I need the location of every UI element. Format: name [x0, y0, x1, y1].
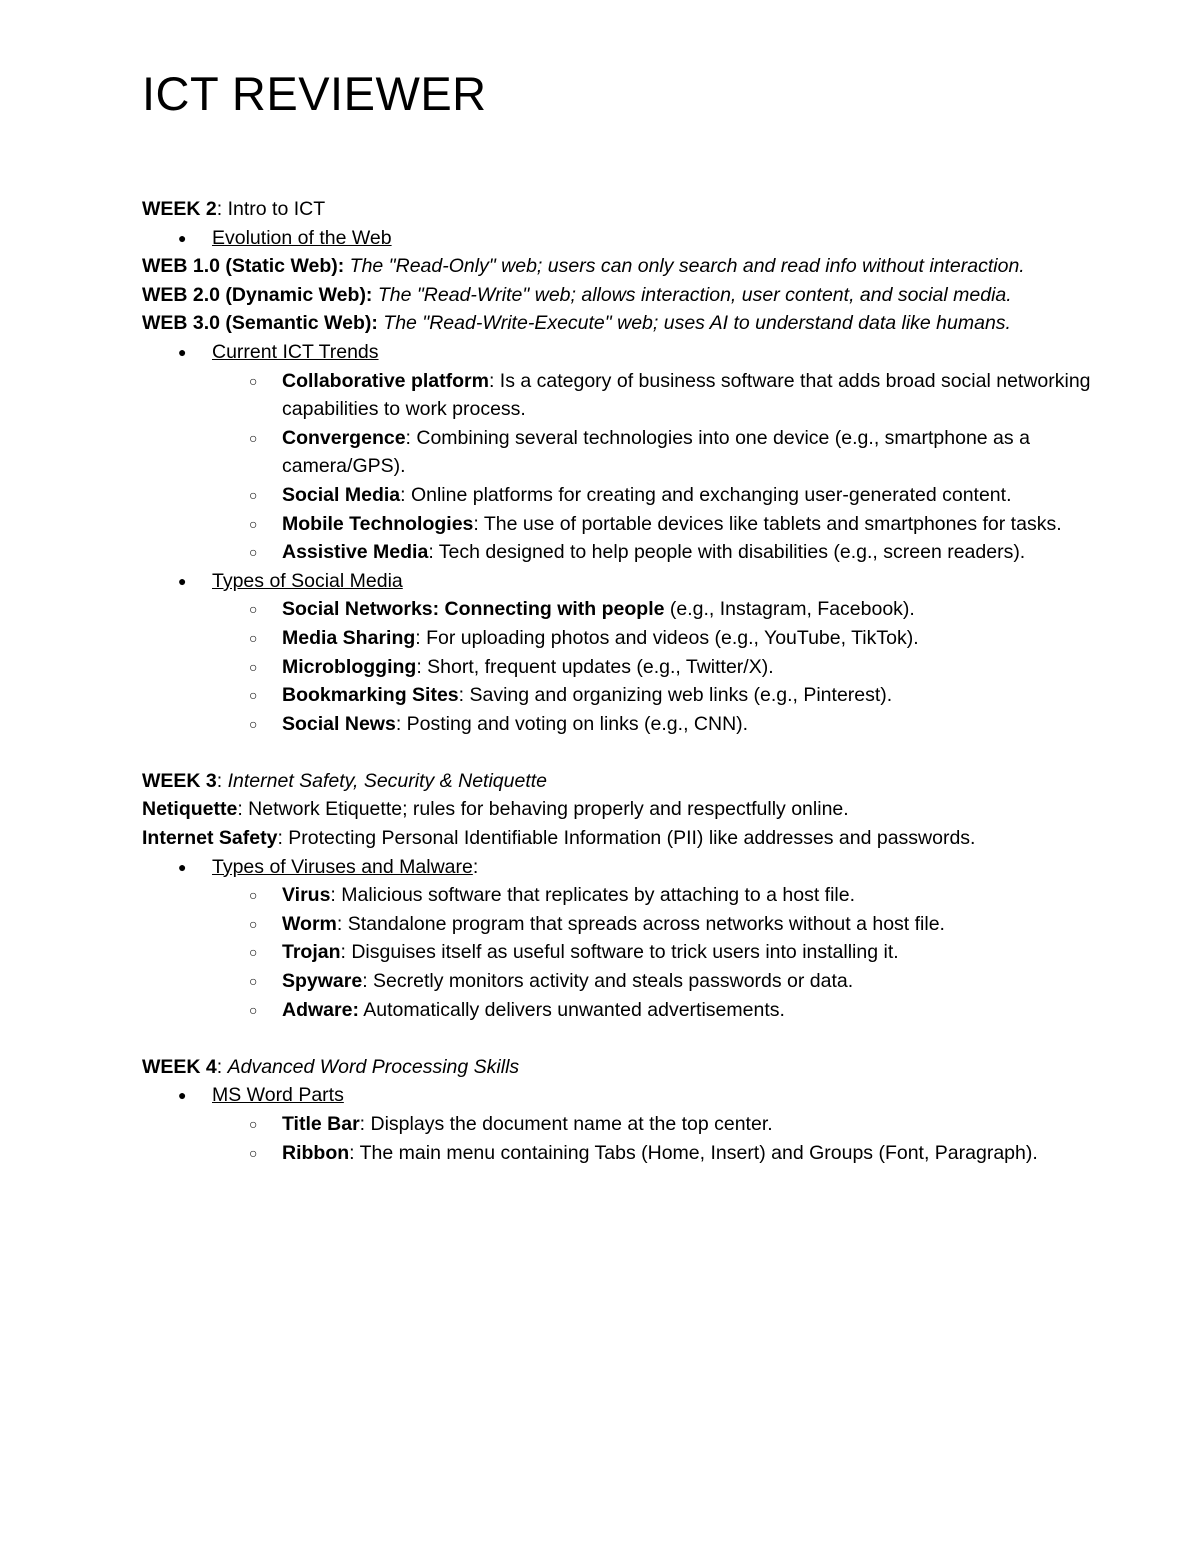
- web3-term: WEB 3.0 (Semantic Web):: [142, 312, 378, 335]
- web1-term: WEB 1.0 (Static Web):: [142, 255, 345, 278]
- week3-viruses-list: [142, 853, 1102, 882]
- circle-bullet-icon: ○: [249, 486, 258, 503]
- week2-label: WEEK 2: [142, 198, 217, 220]
- list-item: [142, 996, 1102, 1025]
- list-item: [142, 424, 1102, 481]
- bullet-icon: ●: [178, 858, 187, 875]
- web3-definition: [142, 309, 1102, 338]
- item-desc: Automatically delivers unwanted advertisements.: [358, 998, 785, 1021]
- circle-bullet-icon: ○: [249, 1144, 258, 1161]
- circle-bullet-icon: ○: [249, 887, 258, 904]
- circle-bullet-icon: ○: [249, 601, 258, 618]
- bullet-icon: ●: [178, 1087, 187, 1104]
- item-term: Adware:: [282, 998, 359, 1021]
- bullet-icon: ●: [178, 572, 187, 589]
- item-term: Bookmarking Sites: [282, 684, 459, 707]
- item-desc: : The main menu containing Tabs (Home, Insert) and Groups (Font, Paragraph).: [349, 1141, 1038, 1164]
- circle-bullet-icon: ○: [249, 973, 258, 990]
- circle-bullet-icon: ○: [249, 1116, 258, 1132]
- week4-colon: :: [216, 1055, 228, 1078]
- list-item: [142, 224, 1102, 253]
- item-term: Microblogging: [282, 655, 417, 678]
- internet-safety-term: Internet Safety: [142, 827, 278, 850]
- item-desc: : The use of portable devices like tablets and smartphones for tasks.: [473, 512, 1062, 535]
- list-item: [142, 910, 1102, 939]
- title-spacer: [142, 117, 1102, 195]
- list-item: [142, 681, 1102, 710]
- document-page: [142, 67, 1102, 1167]
- list-item: [142, 881, 1102, 910]
- circle-bullet-icon: ○: [249, 544, 258, 561]
- list-item: [142, 1110, 1102, 1139]
- circle-bullet-icon: ○: [249, 372, 258, 389]
- document-title: ICT REVIEWER: [142, 67, 487, 120]
- current-ict-trends-label: Current ICT Trends: [212, 340, 379, 363]
- circle-bullet-icon: ○: [249, 915, 258, 932]
- internet-safety-definition: [142, 824, 1102, 853]
- social-sublist: [142, 595, 1102, 738]
- week2-social-list: [142, 567, 1102, 596]
- item-term: Spyware: [282, 970, 363, 993]
- item-desc: : Secretly monitors activity and steals passwords or data.: [362, 970, 854, 993]
- list-item: [142, 510, 1102, 539]
- section-spacer: [142, 738, 1102, 767]
- circle-bullet-icon: ○: [249, 1001, 258, 1018]
- list-item: [142, 538, 1102, 567]
- week4-label: WEEK 4: [142, 1055, 217, 1078]
- circle-bullet-icon: ○: [249, 658, 258, 675]
- item-desc: : Disguises itself as useful software to trick users into installing it.: [340, 941, 899, 964]
- internet-safety-desc: : Protecting Personal Identifiable Information (PII) like addresses and passwords.: [277, 827, 976, 850]
- item-term: Assistive Media: [282, 541, 429, 564]
- list-item: [142, 595, 1102, 624]
- web3-desc: The "Read-Write-Execute" web; uses AI to understand data like humans.: [377, 312, 1011, 335]
- msword-sublist: [142, 1110, 1102, 1167]
- viruses-sublist: [142, 881, 1102, 1024]
- ms-word-parts-label: MS Word Parts: [212, 1084, 344, 1107]
- week3-colon: :: [216, 769, 228, 792]
- week2-trends-list: [142, 338, 1102, 367]
- item-term: Worm: [282, 912, 337, 935]
- item-term: Media Sharing: [282, 626, 416, 649]
- list-item: [142, 1139, 1102, 1168]
- week3-topic: Internet Safety, Security & Netiquette: [227, 769, 547, 792]
- item-desc: : For uploading photos and videos (e.g., YouTube, TikTok).: [415, 626, 919, 649]
- web2-desc: The "Read-Write" web; allows interaction, user content, and social media.: [372, 283, 1012, 306]
- week3-heading: [142, 767, 1102, 796]
- item-desc: : Online platforms for creating and exchanging user-generated content.: [400, 483, 1012, 506]
- trends-sublist: [142, 367, 1102, 567]
- types-of-social-media-label: Types of Social Media: [212, 569, 403, 592]
- item-term: Social News: [282, 712, 396, 735]
- item-desc: : Is a category of business software that adds broad social networking capabilities to work process.: [282, 369, 1091, 421]
- item-desc: : Short, frequent updates (e.g., Twitter/X).: [416, 655, 774, 678]
- item-term: Virus: [282, 884, 331, 907]
- list-item: [142, 624, 1102, 653]
- item-term: Convergence: [282, 426, 406, 449]
- item-desc: : Tech designed to help people with disabilities (e.g., screen readers).: [428, 541, 1026, 564]
- item-term: Ribbon: [282, 1141, 350, 1164]
- circle-bullet-icon: ○: [249, 715, 258, 732]
- week2-heading: [142, 195, 1102, 224]
- bullet-icon: ●: [178, 229, 187, 246]
- netiquette-definition: [142, 795, 1102, 824]
- item-desc: : Malicious software that replicates by attaching to a host file.: [330, 884, 856, 907]
- circle-bullet-icon: ○: [249, 429, 258, 446]
- circle-bullet-icon: ○: [249, 687, 258, 704]
- item-term: Trojan: [282, 941, 341, 964]
- week2-topic: : Intro to ICT: [216, 198, 326, 220]
- bullet-icon: ●: [178, 343, 187, 360]
- week4-topic: Advanced Word Processing Skills: [227, 1055, 520, 1078]
- item-desc: (e.g., Instagram, Facebook).: [664, 598, 915, 621]
- item-desc: : Displays the document name at the top center.: [359, 1113, 773, 1135]
- item-term: Social Networks: Connecting with people: [282, 598, 665, 621]
- item-term: Title Bar: [282, 1113, 360, 1135]
- types-of-viruses-colon: :: [472, 855, 479, 878]
- item-term: Social Media: [282, 483, 401, 506]
- week4-heading: [142, 1053, 1102, 1082]
- item-desc: : Combining several technologies into one device (e.g., smartphone as a camera/GPS).: [282, 426, 1030, 478]
- week2-evolution-list: [142, 224, 1102, 253]
- week4-msword-list: [142, 1081, 1102, 1110]
- list-item: [142, 367, 1102, 424]
- item-desc: : Posting and voting on links (e.g., CNN).: [395, 712, 749, 735]
- circle-bullet-icon: ○: [249, 515, 258, 532]
- list-item: [142, 338, 1102, 367]
- web1-desc: The "Read-Only" web; users can only search and read info without interaction.: [344, 255, 1025, 278]
- web2-term: WEB 2.0 (Dynamic Web):: [142, 283, 373, 306]
- list-item: [142, 938, 1102, 967]
- list-item: [142, 653, 1102, 682]
- list-item: [142, 481, 1102, 510]
- item-desc: : Standalone program that spreads across networks without a host file.: [336, 912, 945, 935]
- item-term: Mobile Technologies: [282, 512, 474, 535]
- list-item: [142, 1081, 1102, 1110]
- netiquette-desc: : Network Etiquette; rules for behaving properly and respectfully online.: [237, 798, 849, 821]
- circle-bullet-icon: ○: [249, 629, 258, 646]
- item-term: Collaborative platform: [282, 369, 489, 392]
- list-item: [142, 567, 1102, 596]
- section-spacer: [142, 1024, 1102, 1053]
- web2-definition: [142, 281, 1102, 310]
- netiquette-term: Netiquette: [142, 798, 238, 821]
- list-item: [142, 967, 1102, 996]
- circle-bullet-icon: ○: [249, 944, 258, 961]
- evolution-of-web-label: Evolution of the Web: [212, 226, 392, 249]
- web1-definition: [142, 252, 1102, 281]
- item-desc: : Saving and organizing web links (e.g., Pinterest).: [458, 684, 893, 707]
- types-of-viruses-label: Types of Viruses and Malware: [212, 855, 473, 878]
- list-item: [142, 710, 1102, 739]
- list-item: [142, 853, 1102, 882]
- week3-label: WEEK 3: [142, 769, 217, 792]
